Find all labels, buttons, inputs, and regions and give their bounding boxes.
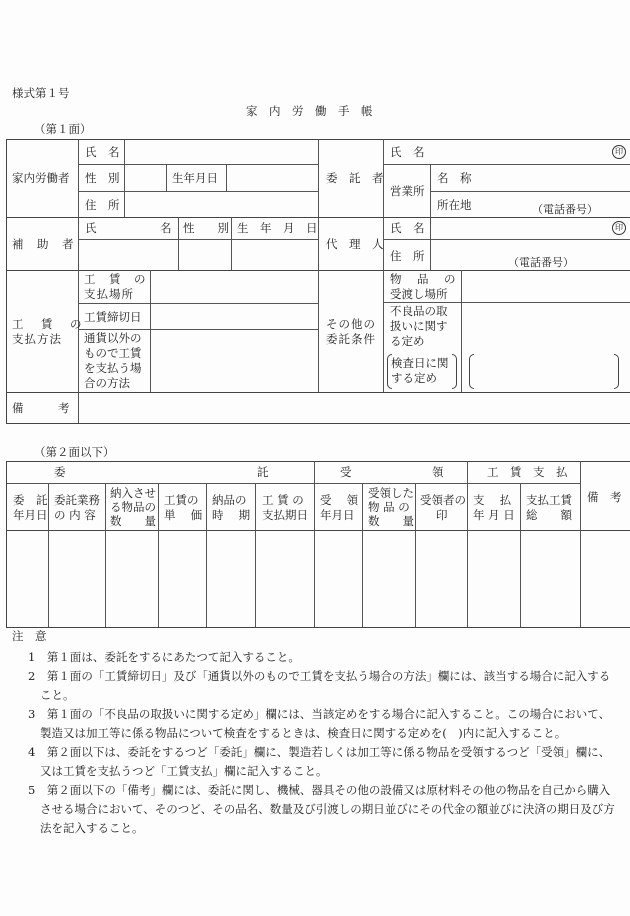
assistant-name-label-left: 氏: [85, 221, 97, 235]
homeworker-birthdate-field[interactable]: [227, 165, 317, 190]
col-payment-date-1: 支 払: [473, 493, 512, 507]
defective-label-1: 不良品の取: [390, 304, 448, 318]
cell-receive-date[interactable]: [315, 531, 361, 626]
note-5: 5 第２面以下の「備考」欄には、委託に関し、機械、器具その他の設備又は原材料その他の物品を自己から購入: [28, 783, 611, 797]
assistant-label: 補 助 者: [12, 237, 75, 251]
paren-right-icon: [452, 354, 457, 389]
delivery-place-label-2: 受渡し場所: [390, 287, 448, 301]
homeworker-address-field[interactable]: [125, 192, 317, 216]
col-delivery-qty-2: る物品の: [110, 500, 156, 514]
defective-label-2: 扱いに関す: [390, 319, 448, 333]
notes-heading: 注 意: [12, 629, 47, 643]
col-delivery-qty-1: 納入させ: [110, 486, 156, 500]
note-5-cont-2: 法を記入すること。: [40, 821, 144, 835]
cell-remarks[interactable]: [581, 531, 629, 626]
group-receive-a: 受: [340, 465, 352, 479]
seal-stamp-icon: 印: [612, 145, 626, 159]
note-4: 4 第２面以下は、委託をするつど「委託」欄に、製造若しくは加工等に係る物品を受領するつど「受領」欄に、: [28, 745, 611, 759]
group-wage-payment: 工 賃 支 払: [487, 465, 568, 479]
col-receiver-seal-1: 受領者の: [420, 493, 466, 507]
page1-label: （第１面）: [34, 122, 92, 136]
col-unit-price-1: 工賃の: [164, 493, 199, 507]
agent-phone-label: （電話番号）: [508, 256, 574, 269]
page-title: 家 内 労 働 手 帳: [246, 104, 373, 118]
col-receive-date-1: 受 領: [320, 493, 359, 507]
col-received-qty-1: 受領した: [368, 486, 414, 500]
note-3: 3 第１面の「不良品の取扱いに関する定め」欄には、当該定めをする場合に記入すること。この場合において、: [28, 707, 611, 721]
group-consign-a: 委: [54, 465, 66, 479]
non-currency-label-3: を支払う場: [84, 361, 142, 375]
defective-field[interactable]: [462, 303, 629, 351]
note-5-cont-1: させる場合において、そのつど、その品名、数量及び引渡しの期日並びにその代金の額並びに決済の期日及び方: [40, 802, 615, 816]
agent-name-field[interactable]: [431, 218, 606, 238]
assistant-gender-label: 性 別: [183, 221, 229, 235]
other-conditions-label-2: 委託条件: [326, 332, 376, 346]
homeworker-gender-label: 性 別: [85, 171, 120, 185]
col-delivery-qty-3: 数 量: [110, 514, 156, 528]
group-consign-b: 託: [257, 465, 269, 479]
agent-label: 代 理 人: [326, 237, 384, 251]
col-receive-date-2: 年月日: [320, 508, 355, 522]
wage-deadline-field[interactable]: [151, 304, 317, 328]
consignor-office-name-label: 名 称: [437, 171, 472, 185]
note-2-cont: こと。: [40, 688, 75, 702]
agent-name-label: 氏 名: [390, 221, 425, 235]
non-currency-field[interactable]: [151, 330, 317, 391]
delivery-place-label-1: 物 品 の: [390, 272, 458, 286]
wage-payment-label-2: 支払方法: [12, 332, 62, 346]
wage-place-label-1: 工 賃 の: [84, 272, 147, 286]
col-delivery-time-2: 時 期: [212, 508, 251, 522]
homeworker-gender-field[interactable]: [125, 165, 165, 190]
cell-work-content[interactable]: [49, 531, 104, 626]
note-2: 2 第１面の「工賃締切日」及び「通貨以外のもので工賃を支払う場合の方法」欄には、該当する場合に記入する: [28, 669, 611, 683]
col-unit-price-2: 単 価: [164, 508, 203, 522]
cell-delivery-qty[interactable]: [106, 531, 157, 626]
col-received-qty-3: 数 量: [368, 514, 414, 528]
homeworker-birthdate-label: 生年月日: [172, 171, 218, 185]
inspection-label-2: する定め: [391, 371, 437, 385]
homeworker-address-label: 住 所: [85, 198, 120, 212]
col-payment-date-2: 年 月 日: [473, 508, 515, 522]
inspection-field[interactable]: [475, 355, 611, 386]
defective-label-3: る定め: [390, 334, 425, 348]
assistant-gender-field[interactable]: [179, 240, 230, 269]
cell-consign-date[interactable]: [7, 531, 47, 626]
wage-deadline-label: 工賃締切日: [84, 310, 142, 324]
col-total-wage-2: 総 額: [526, 508, 572, 522]
non-currency-label-2: もので工賃: [84, 346, 142, 360]
delivery-place-field[interactable]: [462, 271, 629, 301]
cell-received-qty[interactable]: [363, 531, 414, 626]
assistant-birthdate-label: 生 年 月 日: [237, 221, 318, 235]
seal-stamp-icon: 印: [612, 221, 626, 235]
assistant-birthdate-field[interactable]: [232, 240, 317, 269]
consignor-office-label: 営業所: [390, 184, 425, 198]
col-work-content-2: の 内 容: [54, 508, 96, 522]
cell-payment-date[interactable]: [468, 531, 519, 626]
consignor-phone-label: （電話番号）: [532, 203, 598, 216]
group-receive-b: 領: [432, 465, 444, 479]
homeworker-label: 家内労働者: [12, 171, 70, 185]
cell-total-wage[interactable]: [521, 531, 579, 626]
consignor-office-location-label: 所在地: [437, 198, 472, 212]
consignor-label: 委 託 者: [326, 171, 384, 185]
col-total-wage-1: 支払工賃: [526, 493, 572, 507]
note-1: 1 第１面は、委託をするにあたつて記入すること。: [28, 650, 300, 664]
page2-label: （第２面以下）: [34, 445, 115, 459]
col-work-content-1: 委託業務: [54, 493, 100, 507]
non-currency-label-4: 合の方法: [84, 376, 130, 390]
col-payment-due-2: 支払期日: [262, 508, 308, 522]
group-remarks: 備 考: [587, 490, 622, 504]
assistant-name-label-right: 名: [160, 221, 172, 235]
consignor-office-name-field[interactable]: [484, 165, 629, 190]
inspection-label-1: 検査日に関: [391, 356, 449, 370]
homeworker-name-field[interactable]: [125, 140, 317, 163]
wage-place-label-2: 支払場所: [84, 287, 134, 301]
cell-payment-due[interactable]: [256, 531, 313, 626]
col-payment-due-1: 工 賃 の: [262, 493, 304, 507]
homeworker-name-label: 氏 名: [85, 145, 120, 159]
agent-address-label: 住 所: [390, 249, 425, 263]
paren-right-icon: [614, 354, 619, 389]
assistant-name-field[interactable]: [79, 240, 177, 269]
wage-place-field[interactable]: [151, 271, 317, 302]
col-delivery-time-1: 納品の: [212, 493, 247, 507]
non-currency-label-1: 通貨以外の: [84, 331, 142, 345]
col-receiver-seal-2: 印: [436, 508, 448, 522]
remarks-field[interactable]: [79, 393, 629, 422]
note-4-cont: 又は工賃を支払うつど「工賃支払」欄に記入すること。: [40, 764, 328, 778]
cell-delivery-time[interactable]: [207, 531, 254, 626]
wage-payment-label-1: 工 賃 の: [12, 317, 85, 331]
paren-left-icon: [469, 354, 474, 389]
col-received-qty-2: 物 品 の: [368, 500, 410, 514]
col-consign-date-2: 年月日: [13, 508, 48, 522]
remarks-label: 備 考: [12, 401, 70, 415]
col-consign-date-1: 委 託: [13, 493, 48, 507]
consignor-name-label: 氏 名: [390, 145, 425, 159]
cell-receiver-seal[interactable]: [416, 531, 466, 626]
consignor-name-field[interactable]: [431, 140, 606, 163]
form-number: 様式第１号: [12, 86, 70, 100]
note-3-cont: 製造又は加工等に係る物品について検査をするときは、検査日に関する定めを( )内に記入すること。: [40, 726, 567, 740]
other-conditions-label-1: その他の: [326, 317, 376, 331]
cell-unit-price[interactable]: [159, 531, 205, 626]
